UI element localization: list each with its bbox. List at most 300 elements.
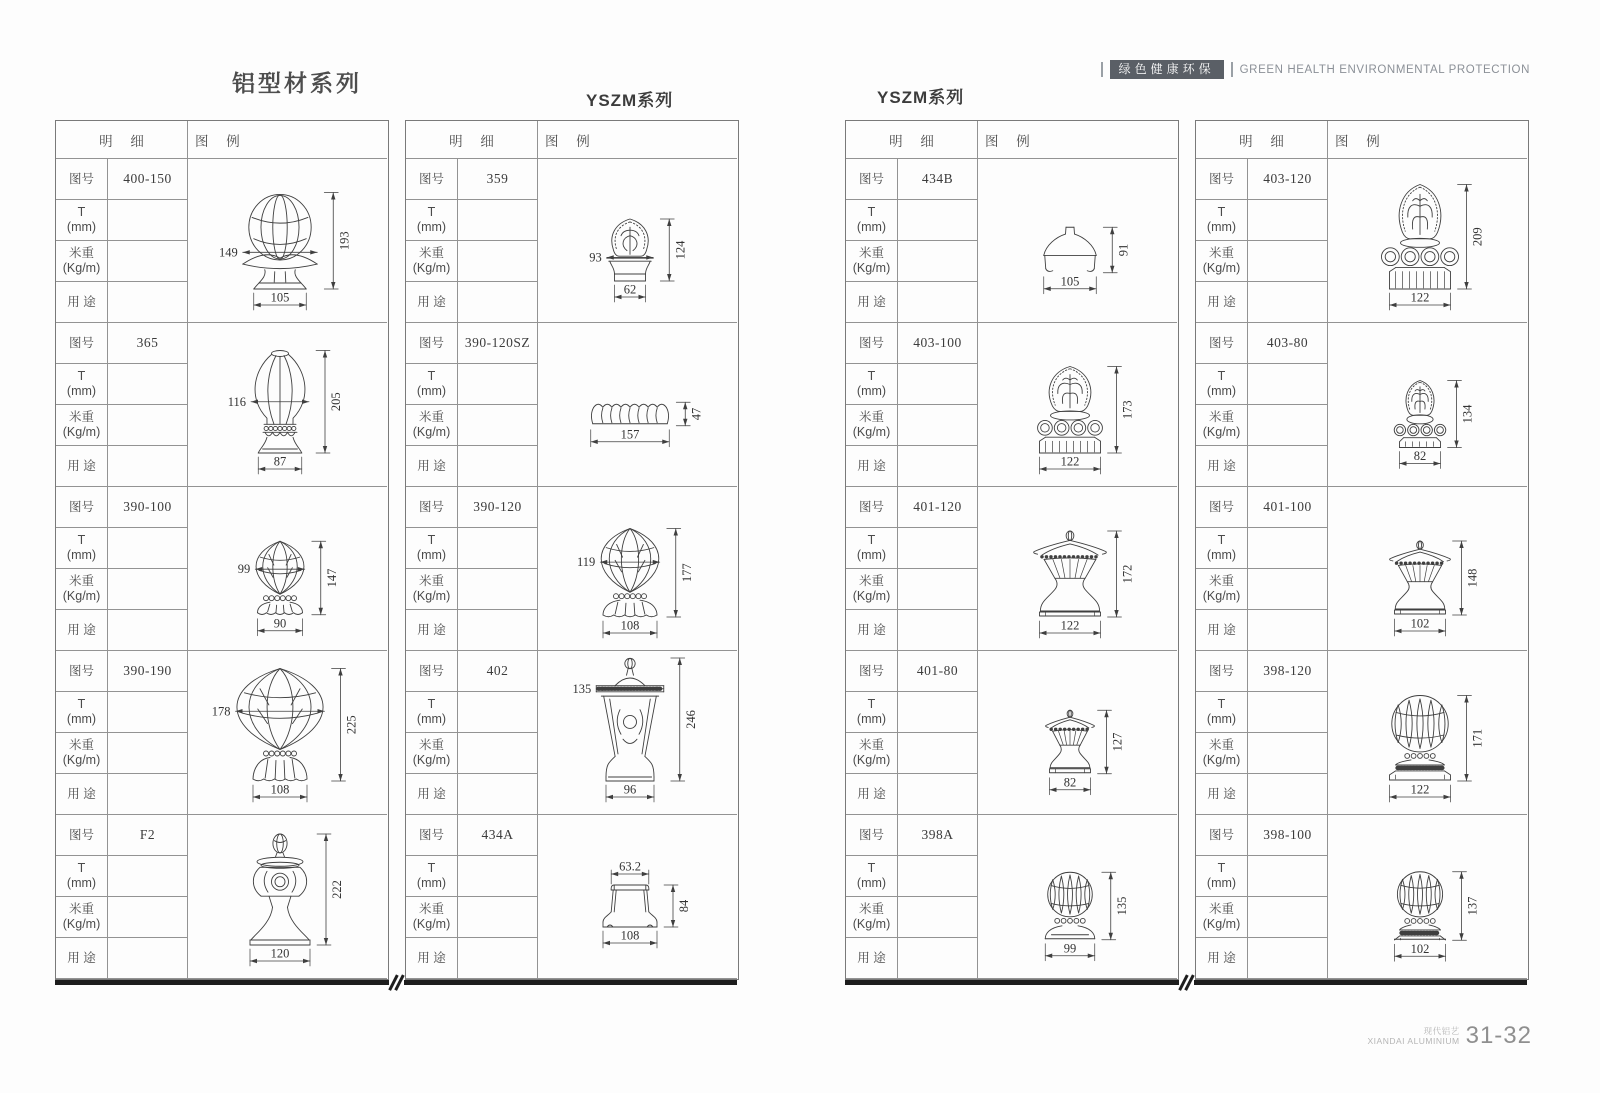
row-label-line: (mm) (1206, 876, 1237, 890)
row-label (406, 487, 458, 528)
row-label (56, 569, 108, 610)
figure-number: 434B (898, 159, 978, 200)
row-label (56, 200, 108, 241)
row-label-line: T (427, 861, 436, 875)
row-label (56, 938, 108, 979)
row-label (56, 323, 108, 364)
figure-illustration (1328, 323, 1527, 487)
row-label-line: T (427, 533, 436, 547)
row-label (846, 241, 898, 282)
empty-value-cell (108, 528, 188, 569)
empty-value-cell (1248, 364, 1328, 405)
row-label (56, 241, 108, 282)
row-label-line: (mm) (66, 548, 97, 562)
row-label (1196, 405, 1248, 446)
empty-value-cell (898, 692, 978, 733)
row-label (406, 733, 458, 774)
figure-illustration (1328, 651, 1527, 815)
row-label (56, 815, 108, 856)
svg-text:171: 171 (1470, 728, 1485, 748)
row-label-line: T (867, 533, 876, 547)
row-label-line: 图号 (418, 827, 444, 842)
row-label-line: T (867, 697, 876, 711)
row-label (1196, 446, 1248, 487)
row-label (406, 856, 458, 897)
empty-value-cell (458, 692, 538, 733)
series-title-right: YSZM系列 (877, 88, 965, 107)
svg-text:134: 134 (1460, 404, 1475, 424)
empty-value-cell (898, 364, 978, 405)
row-label-line: (mm) (66, 712, 97, 726)
finial-drawing-403-120 (1328, 159, 1527, 322)
row-label-line: (Kg/m) (412, 917, 451, 931)
row-label-line: 用 途 (417, 786, 446, 801)
figure-illustration (538, 651, 737, 815)
finial-drawing-390-190 (188, 651, 387, 814)
row-label (1196, 159, 1248, 200)
empty-value-cell (458, 364, 538, 405)
row-label-line: 图号 (418, 663, 444, 678)
row-label-line: 用 途 (67, 950, 96, 965)
svg-text:63.2: 63.2 (619, 859, 641, 874)
svg-text:108: 108 (270, 782, 290, 797)
empty-value-cell (1248, 282, 1328, 323)
row-label-line: (Kg/m) (852, 753, 891, 767)
row-label-line: (Kg/m) (1202, 425, 1241, 439)
row-label (1196, 200, 1248, 241)
svg-text:222: 222 (330, 880, 344, 899)
figure-number: 403-80 (1248, 323, 1328, 364)
svg-text:193: 193 (337, 231, 352, 251)
row-label-line: 米重 (418, 902, 444, 916)
break-mark (389, 977, 404, 988)
row-label-line: 用 途 (857, 458, 886, 473)
finial-drawing-434A (538, 815, 737, 978)
row-label-line: (Kg/m) (412, 261, 451, 275)
row-label-line: 米重 (418, 574, 444, 588)
empty-value-cell (108, 692, 188, 733)
row-label (406, 815, 458, 856)
svg-text:108: 108 (620, 928, 640, 943)
row-label-line: 图号 (1208, 663, 1234, 678)
empty-value-cell (108, 282, 188, 323)
row-label-line: T (77, 205, 86, 219)
row-label (1196, 733, 1248, 774)
empty-value-cell (1248, 692, 1328, 733)
empty-value-cell (458, 405, 538, 446)
row-label-line: 米重 (858, 738, 884, 752)
figure-illustration (978, 815, 1177, 979)
row-label-line: (Kg/m) (852, 589, 891, 603)
empty-value-cell (108, 733, 188, 774)
empty-value-cell (1248, 774, 1328, 815)
row-label (846, 159, 898, 200)
row-label-line: T (77, 697, 86, 711)
header-divider (1101, 62, 1103, 77)
empty-value-cell (108, 446, 188, 487)
row-label (1196, 774, 1248, 815)
row-label (56, 528, 108, 569)
svg-text:178: 178 (211, 704, 231, 719)
row-label (406, 528, 458, 569)
row-label-line: (mm) (66, 220, 97, 234)
figure-number: 400-150 (108, 159, 188, 200)
row-label-line: 图号 (68, 171, 94, 186)
row-label (406, 405, 458, 446)
svg-text:62: 62 (623, 282, 637, 297)
empty-value-cell (1248, 446, 1328, 487)
row-label (846, 569, 898, 610)
row-label-line: (mm) (416, 220, 447, 234)
svg-text:149: 149 (219, 245, 238, 260)
empty-value-cell (108, 938, 188, 979)
page-header-right (1101, 60, 1530, 79)
break-mark (1179, 977, 1194, 988)
row-label (846, 692, 898, 733)
row-label-line: (Kg/m) (852, 261, 891, 275)
svg-text:91: 91 (1116, 243, 1131, 257)
empty-value-cell (458, 528, 538, 569)
empty-value-cell (1248, 528, 1328, 569)
row-label-line: (Kg/m) (62, 261, 101, 275)
empty-value-cell (458, 241, 538, 282)
spec-table-3 (845, 120, 1179, 980)
row-label (406, 282, 458, 323)
row-label-line: 图号 (1208, 827, 1234, 842)
empty-value-cell (898, 897, 978, 938)
figure-illustration (188, 487, 387, 651)
svg-text:173: 173 (1120, 400, 1135, 420)
figure-number: 401-100 (1248, 487, 1328, 528)
row-label-line: (Kg/m) (62, 589, 101, 603)
row-label-line: T (867, 369, 876, 383)
row-label-line: (mm) (416, 712, 447, 726)
svg-text:105: 105 (270, 290, 290, 305)
row-label-line: (Kg/m) (412, 589, 451, 603)
svg-text:172: 172 (1120, 564, 1135, 584)
row-label (406, 897, 458, 938)
empty-value-cell (1248, 200, 1328, 241)
row-label (846, 733, 898, 774)
row-label-line: 用 途 (1207, 950, 1236, 965)
finial-drawing-402 (538, 651, 737, 814)
empty-value-cell (1248, 856, 1328, 897)
row-label-line: 米重 (858, 574, 884, 588)
svg-text:137: 137 (1465, 896, 1480, 916)
svg-text:99: 99 (237, 562, 251, 577)
footer-brand-en: XIANDAI ALUMINIUM (1367, 1036, 1460, 1047)
svg-text:122: 122 (1060, 618, 1080, 633)
row-label-line: (mm) (856, 384, 887, 398)
row-label-line: 图号 (1208, 499, 1234, 514)
row-label (406, 774, 458, 815)
row-label-line: (mm) (1206, 548, 1237, 562)
row-label-line: 米重 (68, 410, 94, 424)
row-label (56, 364, 108, 405)
row-label (846, 610, 898, 651)
page-footer (1180, 1022, 1532, 1049)
row-label-line: (Kg/m) (852, 917, 891, 931)
row-label-line: T (77, 861, 86, 875)
row-label-line: T (1217, 369, 1226, 383)
row-label (56, 692, 108, 733)
row-label-line: 图号 (858, 827, 884, 842)
spec-table-2 (405, 120, 739, 980)
empty-value-cell (108, 405, 188, 446)
figure-illustration (1328, 159, 1527, 323)
figure-illustration (978, 159, 1177, 323)
svg-text:82: 82 (1413, 449, 1427, 463)
spec-table-4 (1195, 120, 1529, 980)
row-label (56, 733, 108, 774)
figure-illustration (978, 487, 1177, 651)
row-label-line: 图号 (1208, 335, 1234, 350)
spec-table-1 (55, 120, 389, 980)
svg-text:177: 177 (679, 563, 694, 583)
row-label-line: T (1217, 205, 1226, 219)
row-label (1196, 241, 1248, 282)
row-label (846, 323, 898, 364)
row-label-line: T (427, 369, 436, 383)
svg-text:82: 82 (1063, 775, 1077, 790)
row-label-line: T (77, 533, 86, 547)
row-label-line: 用 途 (1207, 622, 1236, 637)
row-label (846, 282, 898, 323)
row-label-line: (Kg/m) (62, 425, 101, 439)
figure-illustration (188, 815, 387, 979)
row-label-line: 图号 (858, 335, 884, 350)
row-label (406, 651, 458, 692)
empty-value-cell (898, 282, 978, 323)
svg-text:127: 127 (1110, 732, 1125, 752)
row-label-line: 米重 (858, 410, 884, 424)
row-label-line: (Kg/m) (62, 753, 101, 767)
row-label-line: 用 途 (67, 294, 96, 309)
row-label (56, 774, 108, 815)
row-label (406, 364, 458, 405)
empty-value-cell (108, 200, 188, 241)
row-label-line: 用 途 (1207, 458, 1236, 473)
finial-drawing-390-100 (188, 487, 387, 650)
empty-value-cell (108, 364, 188, 405)
row-label (1196, 487, 1248, 528)
row-label (406, 938, 458, 979)
row-label-line: 用 途 (857, 786, 886, 801)
svg-text:93: 93 (589, 250, 602, 265)
row-label-line: (Kg/m) (412, 425, 451, 439)
svg-text:102: 102 (1410, 941, 1430, 956)
finial-drawing-F2 (188, 815, 387, 978)
finial-drawing-403-100 (978, 323, 1177, 486)
row-label (1196, 815, 1248, 856)
row-label-line: (mm) (66, 384, 97, 398)
empty-value-cell (898, 733, 978, 774)
figure-number: 390-120SZ (458, 323, 538, 364)
row-label-line: T (427, 697, 436, 711)
finial-drawing-390-120SZ (538, 323, 737, 486)
table-header-detail: 明 细 (406, 121, 538, 159)
empty-value-cell (458, 200, 538, 241)
row-label-line: 用 途 (857, 294, 886, 309)
finial-drawing-390-120 (538, 487, 737, 650)
figure-number: F2 (108, 815, 188, 856)
row-label-line: 用 途 (67, 622, 96, 637)
empty-value-cell (108, 897, 188, 938)
empty-value-cell (1248, 241, 1328, 282)
svg-text:148: 148 (1465, 568, 1480, 588)
sheet-baseline-left (55, 980, 737, 985)
row-label-line: 图号 (418, 171, 444, 186)
svg-text:147: 147 (324, 568, 339, 588)
svg-text:99: 99 (1063, 941, 1077, 956)
row-label-line: 图号 (858, 171, 884, 186)
row-label (846, 897, 898, 938)
row-label-line: T (77, 369, 86, 383)
svg-text:135: 135 (572, 681, 592, 696)
page-title: 铝型材系列 (232, 70, 362, 97)
empty-value-cell (1248, 938, 1328, 979)
row-label-line: 米重 (418, 738, 444, 752)
figure-number: 390-120 (458, 487, 538, 528)
svg-text:84: 84 (677, 899, 691, 913)
row-label (56, 487, 108, 528)
empty-value-cell (458, 897, 538, 938)
row-label-line: 用 途 (857, 950, 886, 965)
figure-illustration (538, 323, 737, 487)
figure-illustration (188, 323, 387, 487)
row-label (846, 651, 898, 692)
header-divider (1231, 62, 1233, 77)
row-label-line: 图号 (858, 499, 884, 514)
row-label-line: 米重 (1208, 902, 1234, 916)
row-label-line: T (1217, 697, 1226, 711)
figure-illustration (538, 159, 737, 323)
row-label-line: (mm) (1206, 220, 1237, 234)
empty-value-cell (458, 282, 538, 323)
empty-value-cell (108, 569, 188, 610)
figure-illustration (538, 487, 737, 651)
finial-drawing-401-120 (978, 487, 1177, 650)
finial-drawing-434B (978, 159, 1177, 322)
row-label (56, 159, 108, 200)
row-label-line: (mm) (416, 548, 447, 562)
figure-number: 434A (458, 815, 538, 856)
empty-value-cell (458, 856, 538, 897)
row-label (406, 446, 458, 487)
row-label-line: (Kg/m) (1202, 753, 1241, 767)
row-label-line: (Kg/m) (62, 917, 101, 931)
row-label (846, 364, 898, 405)
row-label-line: 图号 (858, 663, 884, 678)
row-label-line: 米重 (858, 902, 884, 916)
empty-value-cell (108, 610, 188, 651)
row-label (56, 856, 108, 897)
figure-number: 390-190 (108, 651, 188, 692)
table-header-legend: 图 例 (538, 121, 737, 159)
figure-number: 403-100 (898, 323, 978, 364)
figure-illustration (1328, 487, 1527, 651)
empty-value-cell (898, 610, 978, 651)
row-label (406, 241, 458, 282)
row-label-line: (mm) (856, 712, 887, 726)
empty-value-cell (458, 733, 538, 774)
row-label-line: 米重 (858, 246, 884, 260)
sheet-baseline-right (845, 980, 1527, 985)
svg-text:108: 108 (620, 618, 640, 633)
figure-number: 390-100 (108, 487, 188, 528)
figure-number: 401-80 (898, 651, 978, 692)
row-label-line: 用 途 (1207, 786, 1236, 801)
row-label-line: 图号 (68, 663, 94, 678)
row-label (1196, 856, 1248, 897)
row-label-line: 用 途 (857, 622, 886, 637)
eco-badge: 绿色健康环保 (1110, 60, 1224, 79)
finial-drawing-398-100 (1328, 815, 1527, 978)
figure-illustration (1328, 815, 1527, 979)
row-label-line: (mm) (1206, 384, 1237, 398)
row-label-line: 米重 (68, 574, 94, 588)
row-label-line: 用 途 (67, 786, 96, 801)
row-label (846, 528, 898, 569)
row-label (1196, 364, 1248, 405)
svg-text:122: 122 (1410, 290, 1430, 305)
row-label (846, 815, 898, 856)
row-label-line: T (427, 205, 436, 219)
row-label (846, 856, 898, 897)
row-label (1196, 323, 1248, 364)
footer-brand (1368, 1026, 1460, 1046)
row-label-line: 米重 (418, 410, 444, 424)
empty-value-cell (898, 528, 978, 569)
row-label-line: T (867, 861, 876, 875)
finial-drawing-400-150 (188, 159, 387, 322)
empty-value-cell (1248, 405, 1328, 446)
svg-text:135: 135 (1114, 896, 1129, 916)
empty-value-cell (108, 241, 188, 282)
row-label (406, 569, 458, 610)
row-label-line: 图号 (418, 335, 444, 350)
empty-value-cell (1248, 733, 1328, 774)
empty-value-cell (898, 856, 978, 897)
row-label (56, 651, 108, 692)
empty-value-cell (1248, 610, 1328, 651)
svg-text:225: 225 (344, 715, 359, 735)
finial-drawing-359 (538, 159, 737, 322)
row-label-line: 图号 (68, 335, 94, 350)
svg-text:122: 122 (1410, 782, 1430, 797)
svg-text:87: 87 (273, 454, 287, 469)
empty-value-cell (898, 446, 978, 487)
figure-number: 365 (108, 323, 188, 364)
svg-text:116: 116 (227, 394, 246, 409)
row-label-line: 米重 (1208, 410, 1234, 424)
row-label-line: (mm) (856, 220, 887, 234)
row-label-line: T (1217, 533, 1226, 547)
figure-number: 403-120 (1248, 159, 1328, 200)
svg-text:124: 124 (673, 240, 688, 260)
row-label (1196, 282, 1248, 323)
row-label-line: 用 途 (417, 950, 446, 965)
figure-number: 401-120 (898, 487, 978, 528)
figure-number: 398-100 (1248, 815, 1328, 856)
finial-drawing-365 (188, 323, 387, 486)
table-header-detail: 明 细 (56, 121, 188, 159)
row-label-line: 用 途 (417, 622, 446, 637)
row-label-line: 米重 (1208, 574, 1234, 588)
figure-illustration (978, 323, 1177, 487)
row-label-line: 图号 (418, 499, 444, 514)
row-label-line: (Kg/m) (412, 753, 451, 767)
